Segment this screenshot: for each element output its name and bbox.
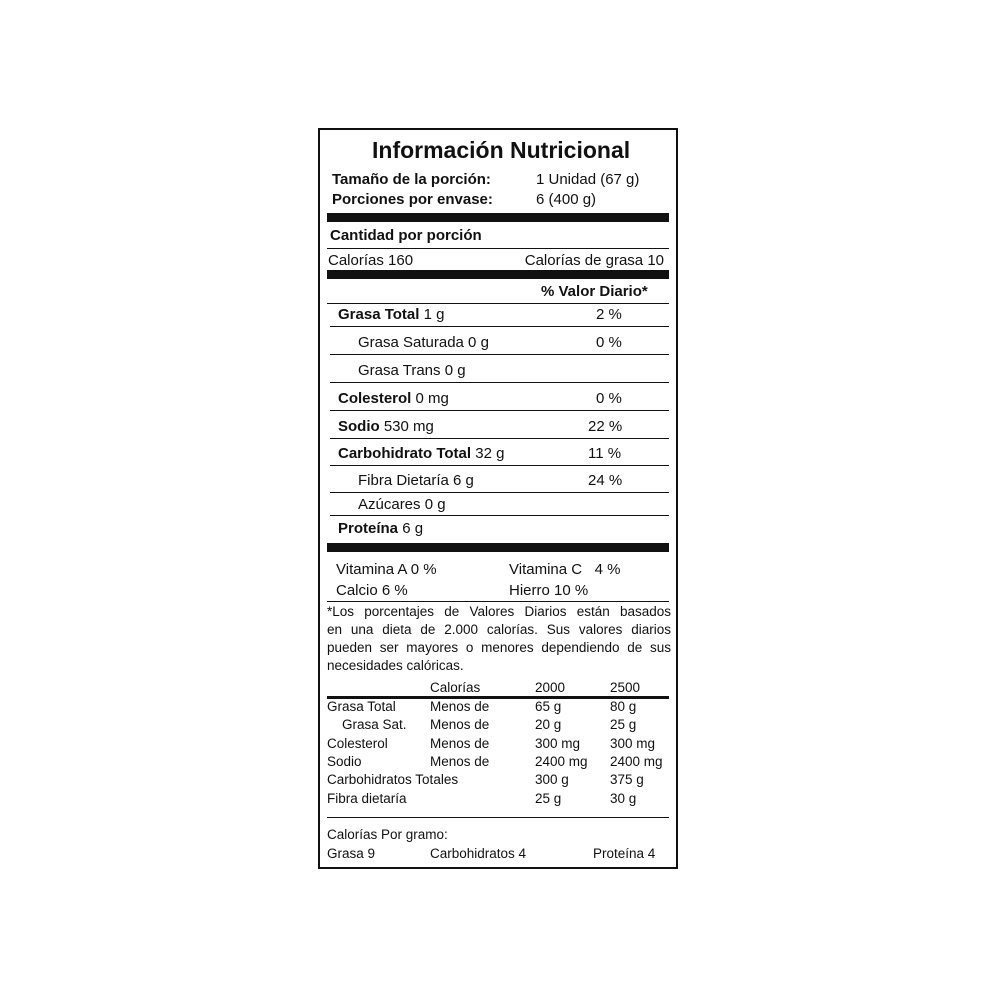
- nutrient-dv: 22 %: [588, 418, 623, 435]
- thick-divider: [327, 270, 669, 279]
- serving-size-label: Tamaño de la porción:: [332, 171, 491, 188]
- calories-from-fat: Calorías de grasa 10: [524, 252, 664, 269]
- nutrient-row: Sodio 530 mg: [338, 418, 434, 435]
- nutrient-row: Proteína 6 g: [338, 520, 424, 537]
- nutrient-row: Fibra Dietaría 6 g: [358, 472, 474, 489]
- table-row-qualifier: Menos de: [430, 754, 490, 769]
- table-row-value-2000: 20 g: [535, 717, 562, 732]
- divider: [330, 326, 669, 327]
- divider: [330, 438, 669, 439]
- table-header-2500: 2500: [610, 680, 641, 695]
- footnote: *Los porcentajes de Valores Diarios están basados en una dieta de 2.000 calorías. Sus valores diarios pueden ser mayores o menores dependiendo de sus necesidades calóricas.: [327, 604, 671, 673]
- nutrient-dv: 24 %: [588, 472, 623, 489]
- nutrient-dv: 2 %: [596, 306, 622, 323]
- label-title: Información Nutricional: [372, 137, 631, 163]
- vitamin-c: Vitamina C 4 %: [509, 561, 621, 578]
- divider: [330, 465, 669, 466]
- divider: [327, 248, 669, 249]
- nutrient-row: Grasa Saturada 0 g: [358, 334, 489, 351]
- calories-per-gram-carbs: Carbohidratos 4: [430, 846, 527, 861]
- servings-per-container-label: Porciones por envase:: [332, 191, 493, 208]
- table-row-qualifier: Menos de: [430, 717, 490, 732]
- table-row-qualifier: Menos de: [430, 699, 490, 714]
- divider: [327, 817, 669, 818]
- servings-per-container-value: 6 (400 g): [536, 191, 597, 208]
- thick-divider: [327, 213, 669, 222]
- nutrient-row: Carbohidrato Total 32 g: [338, 445, 505, 462]
- table-row-value-2500: 30 g: [610, 791, 637, 806]
- iron: Hierro 10 %: [509, 582, 589, 599]
- table-header-2000: 2000: [535, 680, 566, 695]
- nutrient-row: Colesterol 0 mg: [338, 390, 449, 407]
- divider: [330, 354, 669, 355]
- serving-size-value: 1 Unidad (67 g): [536, 171, 640, 188]
- table-row-name: Fibra dietaría: [327, 791, 407, 806]
- nutrient-row: Azúcares 0 g: [358, 496, 446, 513]
- table-row-value-2500: 300 mg: [610, 736, 656, 751]
- amount-per-serving: Cantidad por porción: [330, 227, 482, 244]
- calories-per-gram-protein: Proteína 4: [593, 846, 656, 861]
- divider: [327, 303, 669, 304]
- table-row-name: Carbohidratos Totales: [327, 772, 459, 787]
- nutrient-row: Grasa Trans 0 g: [358, 362, 466, 379]
- table-row-value-2500: 25 g: [610, 717, 637, 732]
- table-row-value-2500: 2400 mg: [610, 754, 663, 769]
- nutrient-dv: 11 %: [588, 445, 622, 462]
- divider: [330, 515, 669, 516]
- divider: [330, 410, 669, 411]
- table-row-value-2000: 2400 mg: [535, 754, 588, 769]
- table-row-value-2000: 300 mg: [535, 736, 581, 751]
- daily-value-header: % Valor Diario*: [541, 283, 648, 300]
- table-row-value-2000: 65 g: [535, 699, 562, 714]
- nutrient-dv: 0 %: [596, 334, 622, 351]
- thick-divider: [327, 543, 669, 552]
- divider: [330, 382, 669, 383]
- table-row-value-2000: 25 g: [535, 791, 562, 806]
- table-row-value-2500: 375 g: [610, 772, 644, 787]
- calories-per-gram-fat: Grasa 9: [327, 846, 376, 861]
- table-row-qualifier: Menos de: [430, 736, 490, 751]
- table-header-calories: Calorías: [430, 680, 481, 695]
- vitamin-a: Vitamina A 0 %: [336, 561, 437, 578]
- table-row-name: Grasa Sat.: [342, 717, 407, 732]
- table-row-value-2500: 80 g: [610, 699, 637, 714]
- table-row-name: Grasa Total: [327, 699, 396, 714]
- nutrient-row: Grasa Total 1 g: [338, 306, 445, 323]
- divider: [327, 601, 669, 602]
- calories: Calorías 160: [328, 252, 414, 269]
- divider: [330, 492, 669, 493]
- calcium: Calcio 6 %: [336, 582, 408, 599]
- calories-per-gram-label: Calorías Por gramo:: [327, 827, 448, 842]
- nutrition-facts-label: [318, 128, 678, 869]
- table-row-name: Sodio: [327, 754, 362, 769]
- table-row-name: Colesterol: [327, 736, 388, 751]
- nutrient-dv: 0 %: [596, 390, 622, 407]
- table-row-value-2000: 300 g: [535, 772, 569, 787]
